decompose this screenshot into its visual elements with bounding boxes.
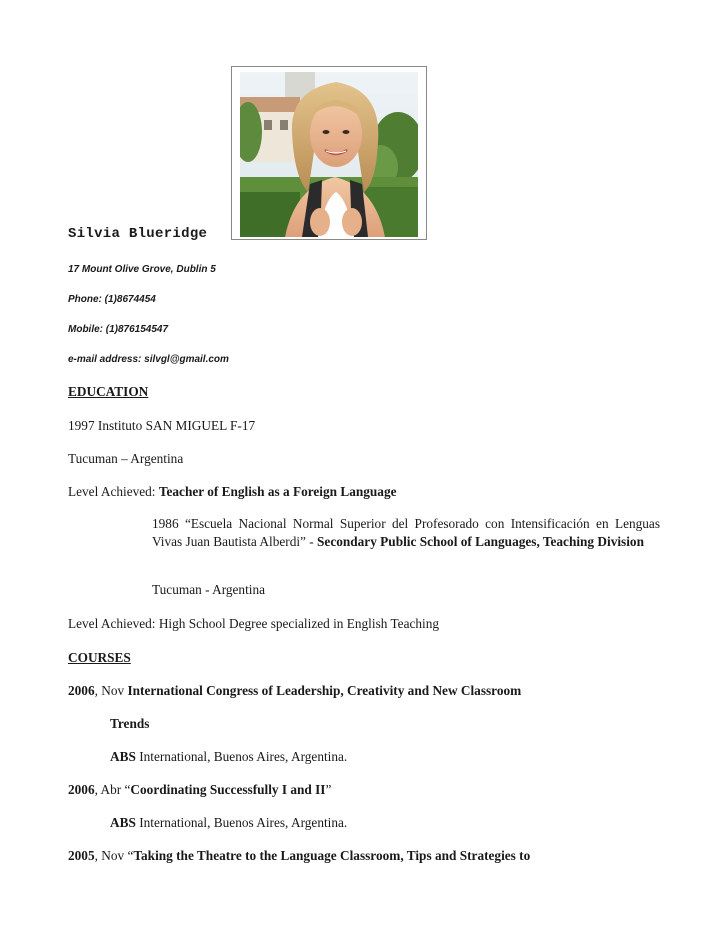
course-2-org-rest: International, Buenos Aires, Argentina. bbox=[135, 815, 348, 830]
profile-photo bbox=[240, 72, 418, 237]
email-text: e-mail address: silvgl@gmail.com bbox=[68, 354, 229, 365]
course-3-title: Taking the Theatre to the Language Classroom, Tips and Strategies to bbox=[133, 848, 531, 863]
course-2-month: , Abr “ bbox=[94, 782, 131, 797]
education-line-1: 1997 Instituto SAN MIGUEL F-17 bbox=[68, 418, 256, 433]
course-1-org-bold: ABS bbox=[110, 749, 136, 764]
profile-photo-frame bbox=[231, 66, 427, 240]
course-2-org bbox=[110, 815, 347, 831]
education-heading: EDUCATION bbox=[68, 384, 149, 399]
course-3-year: 2005 bbox=[68, 848, 95, 863]
course-2-org-bold: ABS bbox=[110, 815, 136, 830]
school-2-location: Tucuman - Argentina bbox=[152, 582, 266, 597]
school-2-bold: Secondary Public School of Languages, Teaching Division bbox=[317, 533, 644, 549]
course-2-title: Coordinating Successfully I and II bbox=[130, 782, 326, 797]
course-2-year: 2006 bbox=[68, 782, 95, 797]
course-1-year: 2006 bbox=[68, 683, 95, 698]
level-value: Teacher of English as a Foreign Language bbox=[158, 484, 397, 499]
course-2-title-close: ” bbox=[325, 782, 332, 797]
course-1-org bbox=[110, 749, 347, 765]
address-text: 17 Mount Olive Grove, Dublin 5 bbox=[68, 264, 216, 275]
course-1-line bbox=[68, 683, 521, 699]
course-1-month: , Nov bbox=[94, 683, 128, 698]
courses-heading: COURSES bbox=[68, 650, 131, 665]
course-2-line bbox=[68, 782, 331, 798]
course-1-title: International Congress of Leadership, Creativity and New Classroom bbox=[127, 683, 522, 698]
school-2-text: 1986 “Escuela Nacional Normal Superior del Profesorado con Intensificación en Lenguas Vivas Juan Bautista Alberdi” - bbox=[152, 516, 660, 549]
course-3-month: , Nov “ bbox=[94, 848, 134, 863]
education-line-2: Tucuman – Argentina bbox=[68, 451, 184, 466]
level-label: Level Achieved: bbox=[68, 484, 156, 499]
course-1-title-line-2: Trends bbox=[110, 716, 150, 731]
course-3-line bbox=[68, 848, 530, 864]
education-school-2 bbox=[152, 515, 660, 550]
candidate-name: Silvia Blueridge bbox=[68, 226, 208, 242]
education-level-1 bbox=[68, 484, 397, 500]
course-1-title-cont bbox=[110, 716, 149, 732]
mobile-text: Mobile: (1)876154547 bbox=[68, 324, 169, 335]
phone-text: Phone: (1)8674454 bbox=[68, 294, 156, 305]
education-level-2: Level Achieved: High School Degree specialized in English Teaching bbox=[68, 616, 440, 631]
course-1-org-rest: International, Buenos Aires, Argentina. bbox=[135, 749, 348, 764]
